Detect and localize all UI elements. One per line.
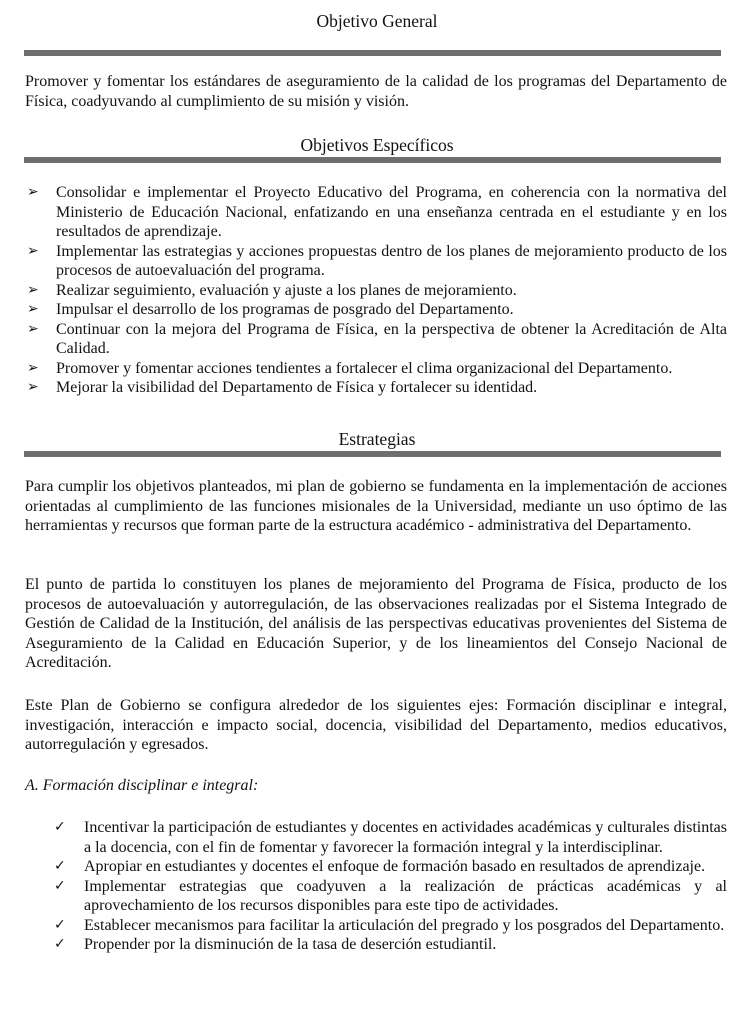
arrowhead-bullet-icon: ➢ <box>27 184 39 200</box>
estrategias-title: Estrategias <box>338 429 416 449</box>
list-item <box>25 242 727 281</box>
list-item-text: Promover y fomentar acciones tendientes a fortalecer el clima organizacional del Departamento. <box>56 359 673 377</box>
estrategias-paragraph: Para cumplir los objetivos planteados, mi plan de gobierno se fundamenta en la implementación de acciones orientadas al cumplimiento de las funciones misionales de la Universidad, mediante un uso óptimo de las herramientas y recursos que forman parte de la estructura académico - administrativa del Departamento. <box>25 478 727 534</box>
section-divider <box>24 451 721 457</box>
list-item <box>54 857 727 877</box>
arrowhead-bullet-icon: ➢ <box>27 242 39 259</box>
list-item <box>25 183 727 242</box>
estrategias-paragraph: Este Plan de Gobierno se configura alrededor de los siguientes ejes: Formación disciplinar e integral, investigación, interacción e impacto social, docencia, visibilidad del Departamento, medios educativos, autorregulación y egresados. <box>25 697 727 753</box>
objetivos-especificos-list <box>25 183 727 398</box>
checkmark-bullet-icon: ✓ <box>54 916 66 933</box>
checkmark-bullet-icon: ✓ <box>54 858 66 874</box>
section-divider <box>24 157 721 163</box>
checkmark-bullet-icon: ✓ <box>54 936 66 952</box>
subsection-a-heading: A. Formación disciplinar e integral: <box>25 777 259 794</box>
list-item-text: Establecer mecanismos para facilitar la articulación del pregrado y los posgrados del Departamento. <box>84 916 725 934</box>
list-item <box>54 877 727 916</box>
arrowhead-bullet-icon: ➢ <box>27 379 39 395</box>
arrowhead-bullet-icon: ➢ <box>27 320 39 337</box>
arrowhead-bullet-icon: ➢ <box>27 301 39 317</box>
estrategias-paragraph: El punto de partida lo constituyen los planes de mejoramiento del Programa de Física, producto de los procesos de autoevaluación y autorregulación, de las observaciones realizadas por el Sistema Integrado de Gestión de Calidad de la Institución, del análisis de las perspectivas educativas provenientes del Sistema de Aseguramiento de la Calidad en Educación Superior, y de los lineamientos del Consejo Nacional de Acreditación. <box>25 576 727 671</box>
list-item <box>25 300 727 320</box>
formacion-list <box>54 818 727 955</box>
list-item-text: Implementar las estrategias y acciones propuestas dentro de los planes de mejoramiento producto de los procesos de autoevaluación del programa. <box>56 242 727 279</box>
list-item <box>25 378 727 398</box>
checkmark-bullet-icon: ✓ <box>54 877 66 894</box>
section-divider <box>24 50 721 56</box>
list-item-text: Realizar seguimiento, evaluación y ajuste a los planes de mejoramiento. <box>56 281 517 299</box>
arrowhead-bullet-icon: ➢ <box>27 281 39 298</box>
list-item <box>25 320 727 359</box>
list-item-text: Mejorar la visibilidad del Departamento de Física y fortalecer su identidad. <box>56 379 538 396</box>
list-item-text: Incentivar la participación de estudiantes y docentes en actividades académicas y culturales distintas a la docencia, con el fin de fomentar y favorecer la formación integral y la interdisciplinar. <box>84 819 727 856</box>
checkmark-bullet-icon: ✓ <box>54 819 66 835</box>
list-item-text: Impulsar el desarrollo de los programas de posgrado del Departamento. <box>56 301 514 318</box>
list-item-text: Consolidar e implementar el Proyecto Educativo del Programa, en coherencia con la normativa del Ministerio de Educación Nacional, enfatizando en una enseñanza centrada en el estudiante y en los resultados de aprendizaje. <box>56 184 727 240</box>
list-item <box>54 916 727 936</box>
list-item <box>54 935 727 955</box>
objetivo-general-title: Objetivo General <box>316 11 438 31</box>
list-item <box>54 818 727 857</box>
list-item <box>25 281 727 301</box>
list-item <box>25 359 727 379</box>
list-item-text: Apropiar en estudiantes y docentes el enfoque de formación basado en resultados de aprendizaje. <box>84 858 706 875</box>
list-item-text: Continuar con la mejora del Programa de Física, en la perspectiva de obtener la Acreditación de Alta Calidad. <box>56 320 727 357</box>
objetivo-general-text: Promover y fomentar los estándares de aseguramiento de la calidad de los programas del Departamento de Física, coadyuvando al cumplimiento de su misión y visión. <box>25 73 727 110</box>
arrowhead-bullet-icon: ➢ <box>27 359 39 376</box>
objetivos-especificos-title: Objetivos Específicos <box>300 135 454 155</box>
list-item-text: Implementar estrategias que coadyuven a la realización de prácticas académicas y al aprovechamiento de los recursos disponibles para este tipo de actividades. <box>84 877 727 914</box>
list-item-text: Propender por la disminución de la tasa de deserción estudiantil. <box>84 936 497 953</box>
